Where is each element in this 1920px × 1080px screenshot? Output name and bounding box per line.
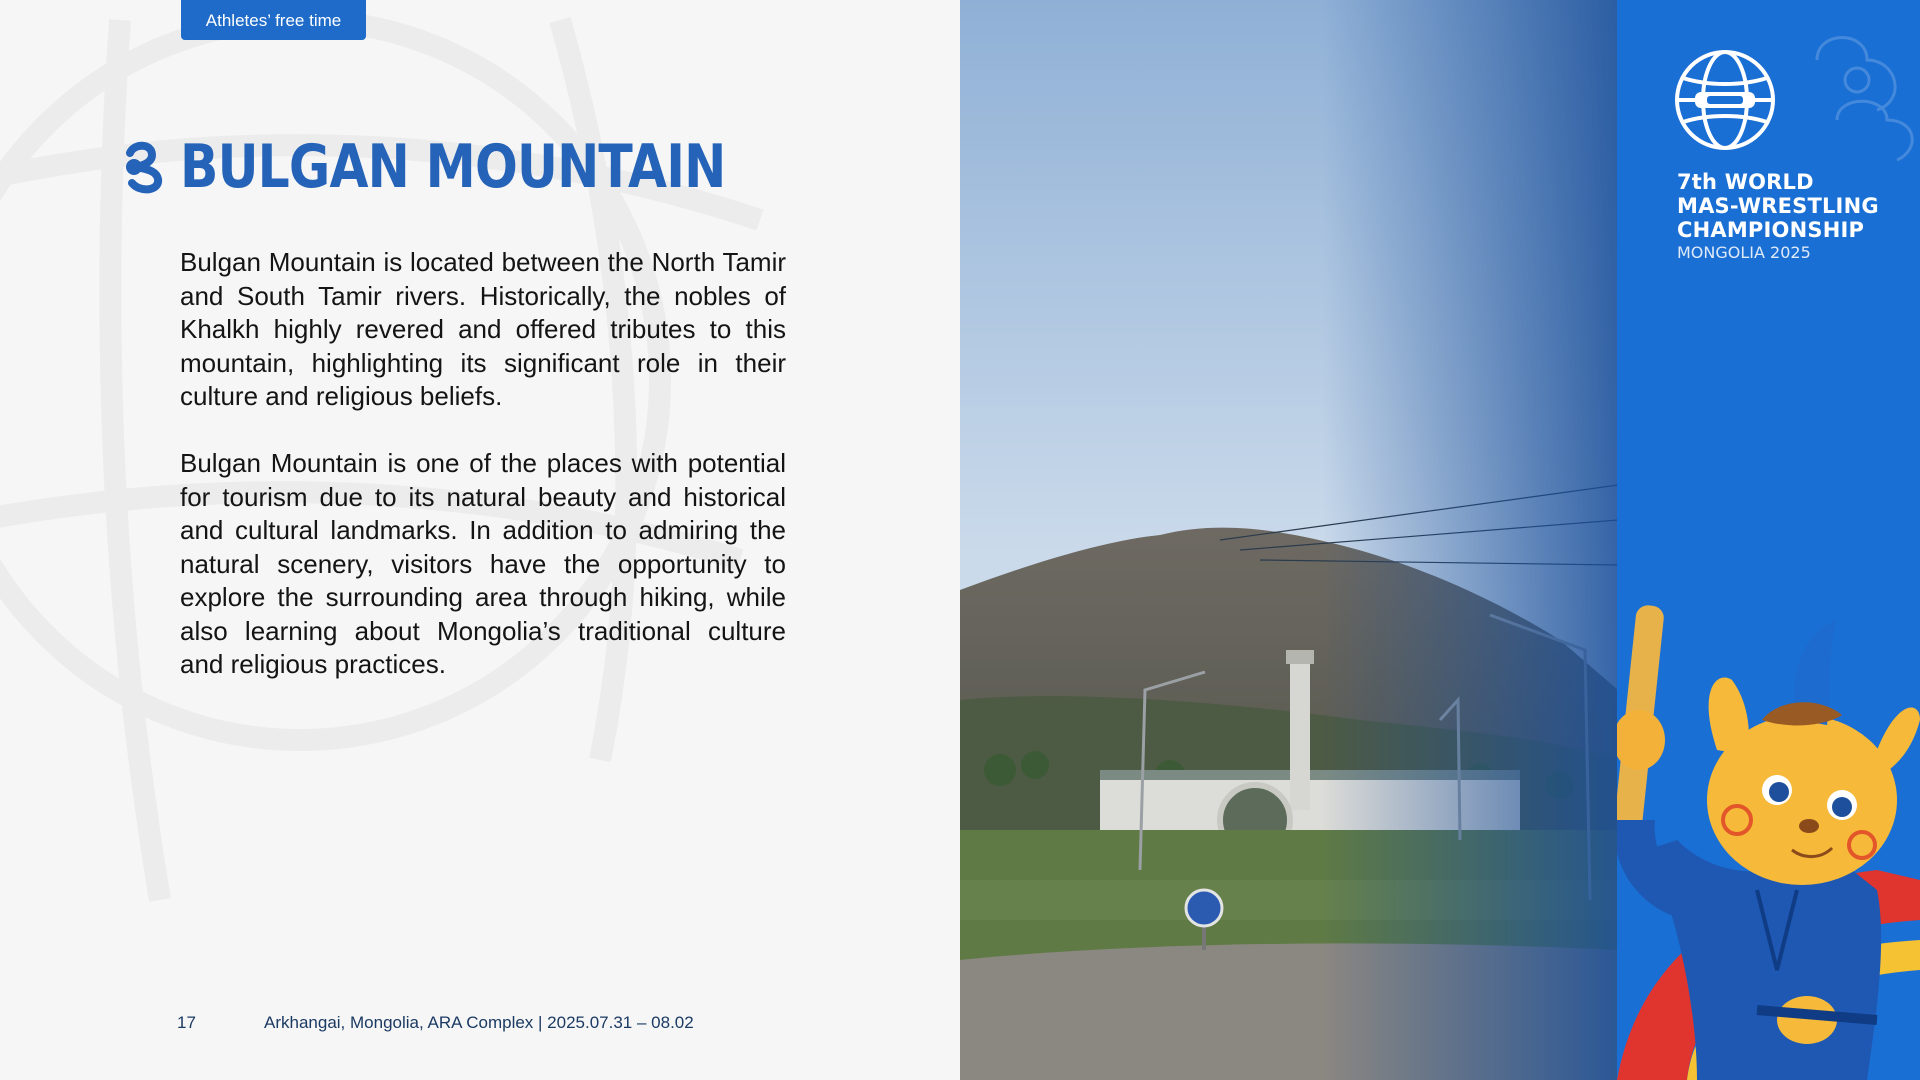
section-tag: Athletes’ free time <box>181 0 366 40</box>
paragraph-intro: Bulgan Mountain is located between the North Tamir and South Tamir rivers. Historically, the nobles of Khalkh highly revered and offered tributes to this mountain, highlighting its significant role in their culture and religious beliefs. <box>180 247 786 411</box>
brand-line-2: MAS-WRESTLING <box>1677 194 1879 218</box>
knot-ornament-icon <box>120 139 168 195</box>
paragraph-tourism: Bulgan Mountain is one of the places with potential for tourism due to its natural beauty and historical and cultural landmarks. In addition to admiring the natural scenery, visitors have the opportunity to explore the surrounding area through hiking, while also learning about Mongolia’s traditional culture and religious practices. <box>180 448 786 679</box>
page-number: 17 <box>177 1013 196 1032</box>
brand-line-3: CHAMPIONSHIP <box>1677 218 1865 242</box>
mountain-photo <box>960 0 1618 1080</box>
championship-globe-logo <box>1673 48 1777 157</box>
page-title: BULGAN MOUNTAIN <box>180 132 726 202</box>
body-text <box>180 246 786 715</box>
title-row <box>120 132 829 202</box>
brand-subtitle: MONGOLIA 2025 <box>1677 243 1811 262</box>
footer-event-info: Arkhangai, Mongolia, ARA Complex | 2025.07.31 – 08.02 <box>264 1013 694 1032</box>
brand-line-1: 7th WORLD <box>1677 170 1814 194</box>
mascot-illustration <box>1617 590 1920 1080</box>
brand-panel <box>1617 0 1920 1080</box>
